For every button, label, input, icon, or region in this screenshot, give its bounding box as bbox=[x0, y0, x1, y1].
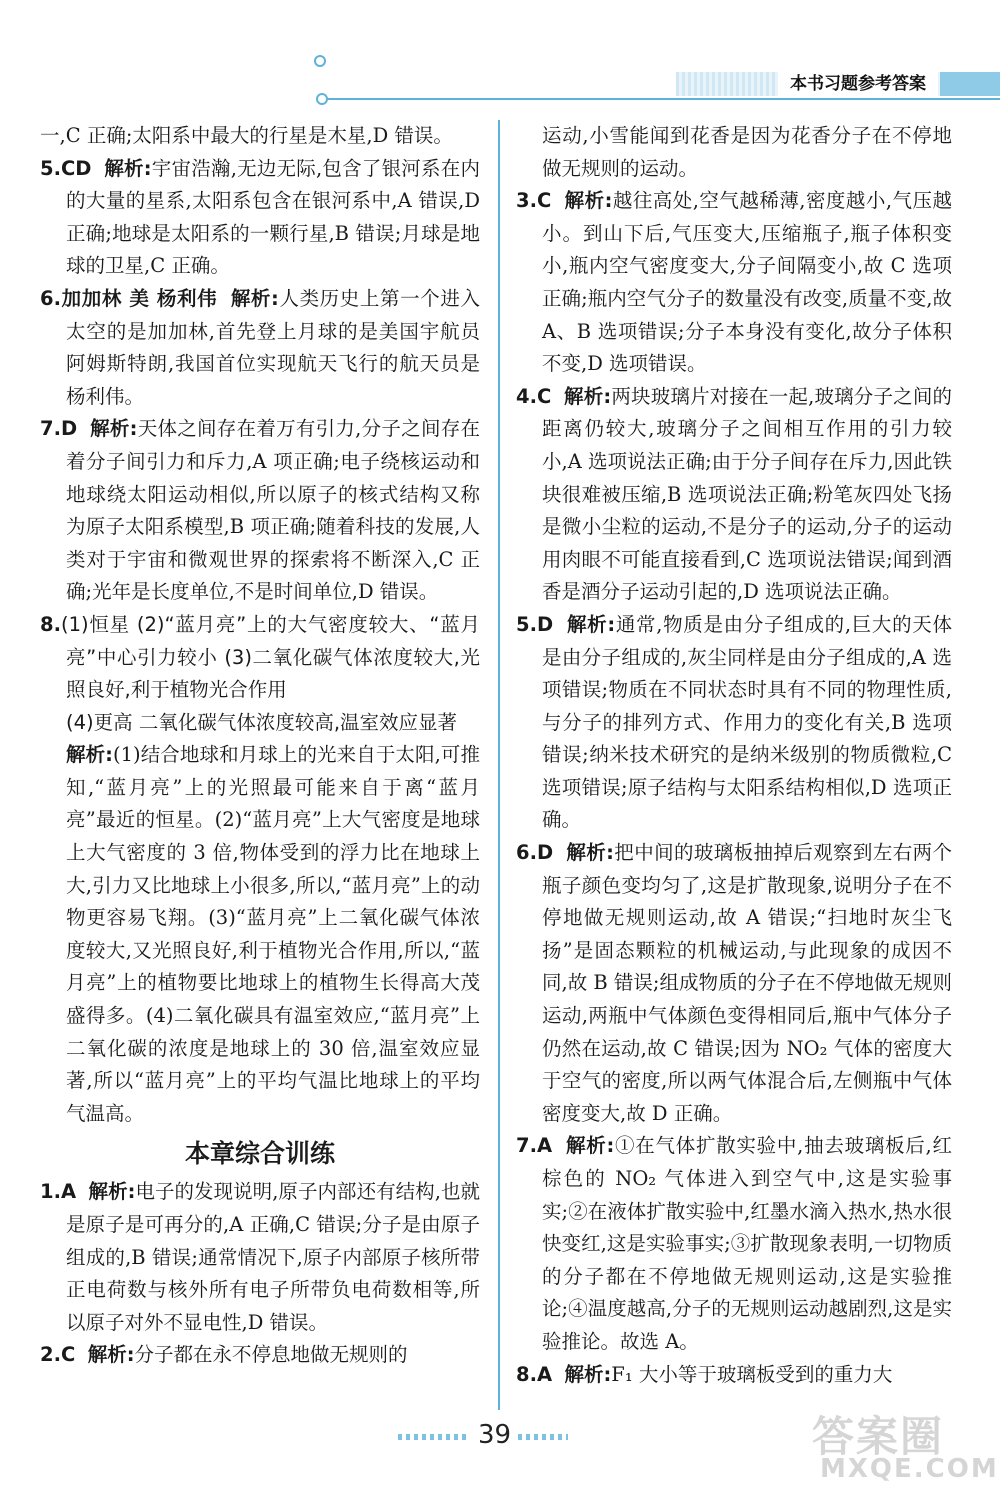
watermark-logo bbox=[812, 1404, 999, 1488]
answer-number: 5.D bbox=[516, 612, 554, 636]
analysis-label: 解析: bbox=[230, 286, 279, 310]
page-header bbox=[318, 60, 1000, 108]
header-rule bbox=[318, 98, 1000, 100]
section-answer-7 bbox=[516, 1130, 952, 1358]
column-divider bbox=[498, 120, 500, 1410]
analysis-text: 人类历史上第一个进入太空的是加加林,首先登上月球的是美国宇航员阿姆斯特朗,我国首位实现航天飞行的航天员是杨利伟。 bbox=[66, 286, 480, 408]
answer-8 bbox=[40, 609, 480, 707]
analysis-text: (1)结合地球和月球上的光来自于太阳,可推知,“蓝月亮”上的光照最可能来自于离“蓝月亮”最近的恒星。(2)“蓝月亮”上大气密度是地球上大气密度的 3 倍,物体受到的浮力比在地球上大,引力又比地球上小很多,所以,“蓝月亮”上的动物更容易飞翔。(3)“蓝月亮”上二氧化碳气体浓度较大,又光照良好,利于植物光合作用,所以,“蓝月亮”上的植物要比地球上的植物生长得高大茂盛得多。(4)二氧化碳具有温室效应,“蓝月亮”上二氧化碳的浓度是地球上的 30 倍,温室效应显著,所以“蓝月亮”上的平均气温比地球上的平均气温高。 bbox=[66, 743, 480, 1125]
watermark-text: 答案圈 bbox=[812, 1412, 945, 1461]
section-answer-2 bbox=[40, 1339, 480, 1372]
analysis-label: 解析: bbox=[565, 1134, 615, 1158]
section-answer-1 bbox=[40, 1176, 480, 1339]
analysis-label: 解析: bbox=[104, 156, 152, 180]
intro-text: 一,C 正确;太阳系中最大的行星是木星,D 错误。 bbox=[40, 124, 453, 147]
answer-number: 5.CD bbox=[40, 156, 92, 180]
analysis-label: 解析: bbox=[88, 1180, 136, 1204]
section-answer-6 bbox=[516, 837, 952, 1130]
section-answer-4 bbox=[516, 381, 952, 609]
section-answer-8 bbox=[516, 1359, 952, 1392]
analysis-label: 解析: bbox=[564, 189, 613, 213]
analysis-text: 两块玻璃片对接在一起,玻璃分子之间的距离仍较大,玻璃分子之间相互作用的引力较小,A 选项说法正确;由于分子间存在斥力,因此铁块很难被压缩,B 选项说法正确;粉笔灰四处飞扬是微小尘粒的运动,不是分子的运动,分子的运动用肉眼不可能直接看到,C 选项说法错误;闻到酒香是酒分子运动引起的,D 选项说法正确。 bbox=[542, 384, 952, 604]
answer-number: 8.A bbox=[516, 1362, 553, 1386]
analysis-label: 解析: bbox=[566, 841, 614, 865]
analysis-label: 解析: bbox=[90, 417, 138, 441]
analysis-text: 越往高处,空气越稀薄,密度越小,气压越小。到山下后,气压变大,压缩瓶子,瓶子体积变小,瓶内空气密度变大,分子间隔变小,故 C 选项正确;瓶内空气分子的数量没有改变,质量不变,故 A、B 选项错误;分子本身没有变化,故分子体积不变,D 选项错误。 bbox=[542, 189, 952, 376]
left-column bbox=[40, 120, 480, 1372]
header-title: 本书习题参考答案 bbox=[778, 70, 938, 98]
analysis-label: 解析: bbox=[564, 384, 612, 408]
footer-decoration bbox=[518, 1434, 568, 1440]
answer-5 bbox=[40, 153, 480, 283]
analysis-label: 解析: bbox=[87, 1343, 135, 1367]
analysis-label: 解析: bbox=[566, 612, 616, 636]
answer-number: 6.加加林 美 杨利伟 bbox=[40, 286, 218, 310]
footer-decoration bbox=[398, 1434, 468, 1440]
answer-number: 1.A bbox=[40, 1180, 77, 1204]
answer-number: 2.C bbox=[40, 1343, 76, 1367]
analysis-text: ①在气体扩散实验中,抽去玻璃板后,红棕色的 NO₂ 气体进入到空气中,这是实验事实;②在液体扩散实验中,红墨水滴入热水,热水很快变红,这是实验事实;③扩散现象表明,一切物质的分子都在不停地做无规则运动,这是实验推论;④温度越高,分子的无规则运动越剧烈,这是实验推论。故选 A。 bbox=[542, 1134, 952, 1353]
watermark-url: MXQE.COM bbox=[820, 1454, 999, 1484]
answer-number: 4.C bbox=[516, 384, 552, 408]
header-dot bbox=[316, 93, 328, 105]
analysis-text: 把中间的玻璃板抽掉后观察到左右两个瓶子颜色变均匀了,这是扩散现象,说明分子在不停地做无规则运动,故 A 错误;“扫地时灰尘飞扬”是固态颗粒的机械运动,与此现象的成因不同,故 B 错误;组成物质的分子在不停地做无规则运动,两瓶中气体颜色变得相同后,瓶中气体分子仍然在运动,故 C 错误;因为 NO₂ 气体的密度大于空气的密度,所以两气体混合后,左侧瓶中气体密度变大,故 D 正确。 bbox=[542, 841, 952, 1125]
answer-number: 6.D bbox=[516, 841, 554, 865]
answer-7 bbox=[40, 413, 480, 609]
section-answer-2-cont: 运动,小雪能闻到花香是因为花香分子在不停地做无规则的运动。 bbox=[542, 124, 952, 180]
header-dot bbox=[314, 55, 326, 67]
analysis-text: 分子都在永不停息地做无规则的 bbox=[134, 1343, 408, 1367]
page-number: 39 bbox=[478, 1420, 512, 1450]
analysis-label: 解析: bbox=[66, 743, 113, 767]
analysis-text: 电子的发现说明,原子内部还有结构,也就是原子是可再分的,A 正确,C 错误;分子是由原子组成的,B 错误;通常情况下,原子内部原子核所带正电荷数与核外所有电子所带负电荷数相等,所以原子对外不显电性,D 错误。 bbox=[66, 1180, 480, 1334]
answer-number: 3.C bbox=[516, 189, 552, 213]
answer-number: 7.D bbox=[40, 417, 78, 441]
analysis-text: F₁ 大小等于玻璃板受到的重力大 bbox=[611, 1362, 893, 1386]
answer-number: 7.A bbox=[516, 1134, 553, 1158]
answer-text: (1)恒星 (2)“蓝月亮”上的大气密度较大、“蓝月亮”中心引力较小 (3)二氧化碳气体浓度较大,光照良好,利于植物光合作用 bbox=[60, 612, 480, 702]
analysis-label: 解析: bbox=[564, 1362, 612, 1386]
analysis-text: 宇宙浩瀚,无边无际,包含了银河系在内的大量的星系,太阳系包含在银河系中,A 错误,D 正确;地球是太阳系的一颗行星,B 错误;月球是地球的卫星,C 正确。 bbox=[66, 156, 480, 278]
header-end-block bbox=[940, 72, 1000, 96]
section-title: 本章综合训练 bbox=[184, 1139, 335, 1169]
answer-8-analysis bbox=[40, 739, 480, 1130]
analysis-text: 天体之间存在着万有引力,分子之间存在着分子间引力和斥力,A 项正确;电子绕核运动和地球绕太阳运动相似,所以原子的核式结构又称为原子太阳系模型,B 项正确;随着科技的发展,人类对于宇宙和微观世界的探索将不断深入,C 正确;光年是长度单位,不是时间单位,D 错误。 bbox=[66, 417, 480, 604]
answer-number: 8. bbox=[40, 612, 61, 636]
section-answer-3 bbox=[516, 185, 952, 381]
right-column bbox=[516, 120, 952, 1391]
answer-8-part4: (4)更高 二氧化碳气体浓度较高,温室效应显著 bbox=[66, 710, 458, 734]
answer-6 bbox=[40, 283, 480, 413]
analysis-text: 通常,物质是由分子组成的,巨大的天体是由分子组成的,灰尘同样是由分子组成的,A 选项错误;物质在不同状态时具有不同的物理性质,与分子的排列方式、作用力的变化有关,B 选项错误;纳米技术研究的是纳米级别的物质微粒,C 选项错误;原子结构与太阳系结构相似,D 选项正确。 bbox=[542, 612, 952, 832]
section-answer-5 bbox=[516, 609, 952, 837]
